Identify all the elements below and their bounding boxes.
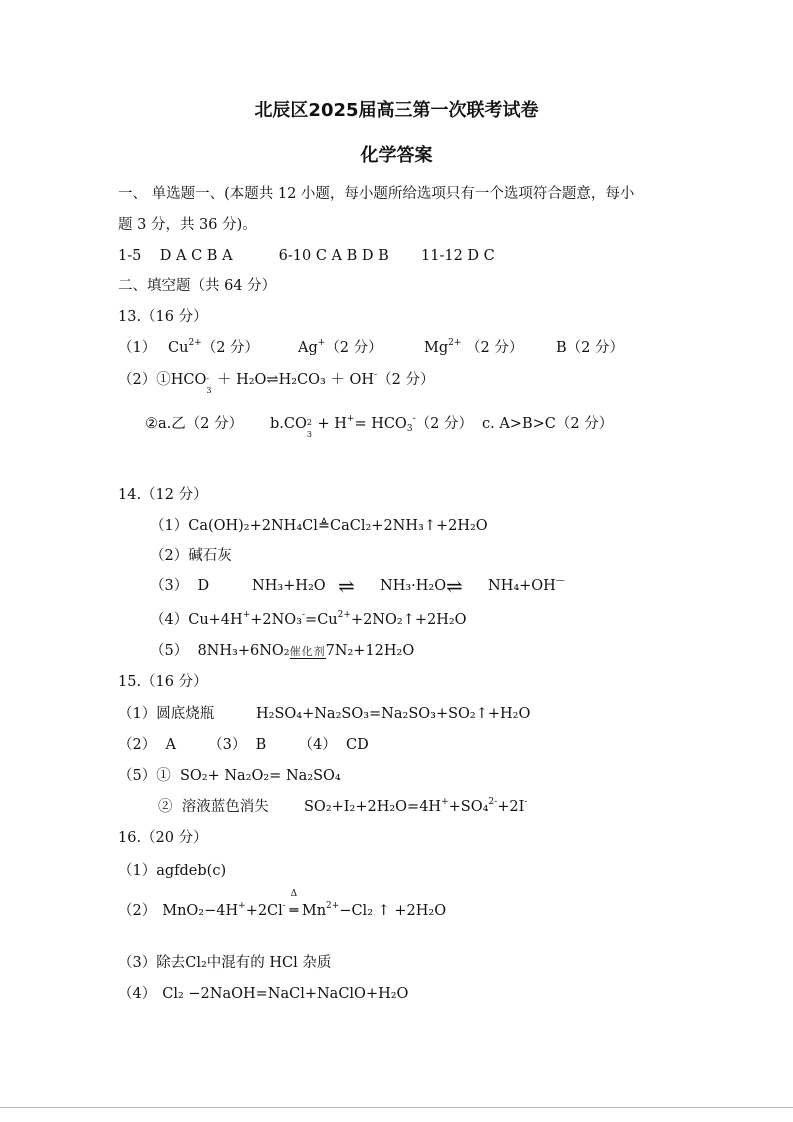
q14-line3-d: NH₄+OH— <box>488 576 565 594</box>
q14-line4: $(4)Cu+4H^++2NO_3^-=Cu^{2+}+2NO_2↑+2H_2O$ <box>150 610 467 628</box>
q16-line1: （1）agfdeb(c) <box>118 863 227 879</box>
q15-line4-a: ② 溶液蓝色消失 <box>158 799 269 815</box>
q13-part1-num: （1） <box>118 340 157 356</box>
sec1-answers: 1-5 D A C B A 6-10 C A B D B 11-12 D C <box>118 248 495 264</box>
q13-part2: （2）①HCO - 3 ＋ H₂O⇌H₂CO₃ ＋ OH-（2 分） <box>118 370 435 395</box>
q16-line4: （4） Cl₂ −2NaOH=NaCl+NaClO+H₂O <box>118 986 409 1002</box>
q13-part3-b: b.CO 2 3 + $H^+= HCO_3^-(2$ 分） <box>270 414 473 439</box>
q13-heading: 13.（16 分） <box>118 309 208 325</box>
q14-line5: （5） 8NH₃+6NO₂催化剂7N₂+12H₂O <box>150 643 415 659</box>
page-title: 北辰区2025届高三第一次联考试卷 <box>254 100 539 121</box>
q14-line3-c: NH₃·H₂O <box>380 578 447 594</box>
q14-line2: （2）碱石灰 <box>150 548 232 564</box>
equilibrium-arrow-2: ⇌ <box>446 574 463 598</box>
page-subtitle: 化学答案 <box>360 145 433 166</box>
q15-line1-b: H₂SO₄+Na₂SO₃=Na₂SO₃+SO₂↑+H₂O <box>256 706 531 722</box>
heat-delta-arrow: Δ ═ <box>289 889 299 919</box>
q13-part3-c: c. A>B>C（2 分） <box>482 416 614 432</box>
q14-line3-a: （3） D <box>150 578 210 594</box>
equilibrium-arrow-1: ⇌ <box>338 574 355 598</box>
q13-part1-a: $Cu^{2+}(2$ 分） <box>168 338 260 356</box>
q14-line3-b: NH₃+H₂O <box>252 578 326 594</box>
q15-line1-a: （1）圆底烧瓶 <box>118 706 215 722</box>
q13-part1-b: Ag+（2 分） <box>298 338 383 356</box>
bottom-rule <box>0 1107 793 1108</box>
q15-line2: （2） A （3） B （4） CD <box>118 737 369 753</box>
q14-line1: （1）Ca(OH)₂+2NH₄Cl≜CaCl₂+2NH₃↑+2H₂O <box>150 518 488 534</box>
q13-part1-c: $Mg^{2+}$ （2 分） <box>424 338 524 356</box>
sec1-line1: 一、 单选题一、(本题共 12 小题，每小题所给选项只有一个选项符合题意，每小 <box>118 186 635 202</box>
q16-line2: （2） MnO₂−4H++2Cl- Δ ═ $Mn^{2+}-Cl_2$ ↑ +2H₂O <box>118 889 447 919</box>
q15-line4-b: SO₂+I₂+2H₂O=4H++SO₄$^{2-}$+2I- <box>304 797 528 815</box>
q16-heading: 16.（20 分） <box>118 830 208 846</box>
q13-part3-a: ②a.乙（2 分） <box>145 416 244 432</box>
sec2-heading: 二、填空题（共 64 分） <box>118 278 277 294</box>
q16-line3: （3）除去Cl₂中混有的 HCl 杂质 <box>118 955 332 971</box>
q13-part1-d: B（2 分） <box>556 340 624 356</box>
sec1-line2: 题 3 分，共 36 分)。 <box>118 217 257 233</box>
q15-heading: 15.（16 分） <box>118 674 208 690</box>
q14-heading: 14.（12 分） <box>118 487 208 503</box>
catalyst-label: 催化剂 <box>289 645 326 658</box>
q15-line3: （5）① SO₂+ Na₂O₂= Na₂SO₄ <box>118 768 341 784</box>
